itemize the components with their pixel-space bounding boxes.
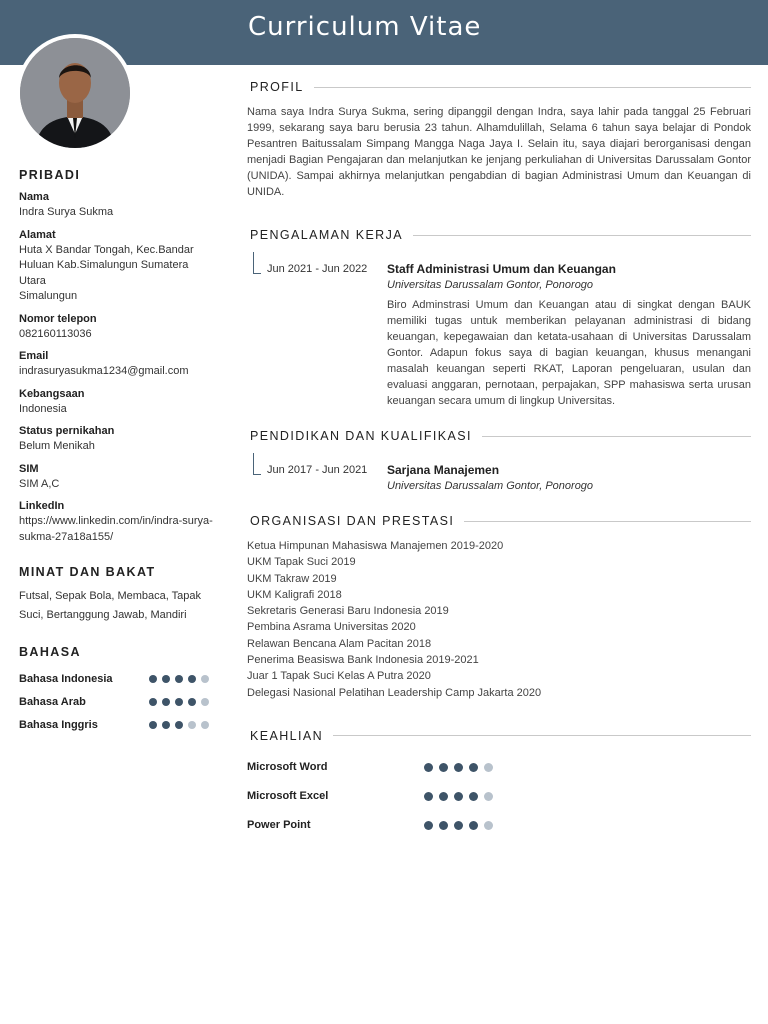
skill-row [247,753,751,782]
personal-section-title: PRIBADI [19,168,81,182]
skill-name: Microsoft Word [247,761,328,774]
dot-filled-icon [424,792,433,801]
skills-section-header [247,729,751,743]
organization-item: Relawan Bencana Alam Pacitan 2018 [247,637,432,650]
personal-field-label: Status pernikahan [19,425,115,437]
personal-field-value: Simalungun [19,290,78,302]
dot-empty-icon [188,721,196,729]
section-divider [314,87,751,88]
personal-field-label: LinkedIn [19,500,65,512]
personal-field-value: Huta X Bandar Tongah, Kec.Bandar Huluan Kab.Simalungun Sumatera Utara [19,243,194,287]
dot-filled-icon [162,675,170,683]
hobbies-section-title: MINAT DAN BAKAT [19,565,156,579]
left-column [19,160,215,736]
experience-entry [247,252,751,409]
personal-field-label: SIM [19,462,39,475]
personal-field [19,349,215,380]
dot-filled-icon [175,698,183,706]
personal-field-value: Belum Menikah [19,440,95,452]
level-dots [149,698,209,706]
experience-section-header [247,228,751,242]
dot-filled-icon [439,792,448,801]
skills-section-title: KEAHLIAN [250,728,324,743]
dot-filled-icon [439,763,448,772]
personal-field-label: Nama [19,191,49,203]
personal-field-label: Nomor telepon [19,312,97,325]
dot-filled-icon [454,821,463,830]
personal-field [19,190,215,221]
personal-field [19,499,215,545]
personal-field-value: 082160113036 [19,327,92,340]
organizations-section-title: ORGANISASI DAN PRESTASI [250,514,455,528]
experience-org: Universitas Darussalam Gontor, Ponorogo [387,279,594,291]
dot-filled-icon [424,763,433,772]
organization-item: UKM Tapak Suci 2019 [247,556,356,569]
dot-filled-icon [162,698,170,706]
dot-filled-icon [162,721,170,729]
level-dots [149,675,209,683]
organizations-section-header [247,514,751,528]
organization-item: Ketua Himpunan Mahasiswa Manajemen 2019-2020 [247,540,504,552]
experience-section-title: PENGALAMAN KERJA [250,228,403,242]
organizations-list [247,538,751,701]
language-name: Bahasa Arab [19,695,86,708]
dot-empty-icon [201,721,209,729]
dot-filled-icon [469,792,478,801]
profile-section-header [247,80,751,94]
hobbies-text: Futsal, Sepak Bola, Membaca, Tapak Suci, Bertanggung Jawab, Mandiri [19,590,202,621]
personal-fields [19,190,215,545]
dot-filled-icon [149,675,157,683]
dot-empty-icon [201,698,209,706]
section-divider [482,436,751,437]
personal-field [19,387,215,418]
education-degree: Sarjana Manajemen [387,463,500,477]
dot-filled-icon [175,675,183,683]
dot-empty-icon [484,763,493,772]
skill-name: Power Point [247,819,311,832]
profile-photo [20,38,130,148]
personal-field-value: https://www.linkedin.com/in/indra-surya-sukma-27a18a155/ [19,515,213,543]
skill-row [247,811,751,840]
languages-list [19,667,215,736]
dot-filled-icon [424,821,433,830]
person-photo-icon [20,38,130,148]
section-divider [413,235,751,236]
organization-item: Penerima Beasiswa Bank Indonesia 2019-2021 [247,654,479,667]
section-divider [464,521,751,522]
personal-field [19,462,215,493]
timeline-bracket [253,252,261,274]
language-row [19,667,215,690]
education-body [387,453,751,494]
dot-filled-icon [188,698,196,706]
experience-date: Jun 2021 - Jun 2022 [267,263,368,275]
dot-filled-icon [149,721,157,729]
organization-item: UKM Takraw 2019 [247,572,337,585]
level-dots [424,763,493,772]
languages-section-title: BAHASA [19,645,81,659]
personal-field-label: Kebangsaan [19,387,85,400]
organization-item: Pembina Asrama Universitas 2020 [247,621,416,634]
organization-item: Sekretaris Generasi Baru Indonesia 2019 [247,605,449,618]
dot-empty-icon [484,792,493,801]
dot-filled-icon [454,763,463,772]
dot-filled-icon [454,792,463,801]
language-row [19,690,215,713]
personal-field-label: Email [19,350,49,362]
experience-body [387,252,751,409]
level-dots [424,821,493,830]
right-column [247,80,751,840]
personal-field [19,424,215,455]
dot-empty-icon [201,675,209,683]
skill-row [247,782,751,811]
organization-item: UKM Kaligrafi 2018 [247,588,342,601]
personal-field-value: SIM A,C [19,477,60,490]
personal-field-value: indrasuryasukma1234@gmail.com [19,365,189,377]
profile-text: Nama saya Indra Surya Sukma, sering dipanggil dengan Indra, saya lahir pada tanggal 25 Februari 1999, sekarang saya baru berusia 23 tahun. Alhamdulillah, Selama 6 tahun saya belajar di Pondok Pesantren Baitussalam Simpang Mangga Naga Jaya I. Selain itu, saya diajari berorganisasi dengan menjadi Bagian Pengajaran dan melanjutkan ke jenjang perkuliahan di Universitas Darussalam Gontor (UNIDA). Sampai akhirnya melanjutkan pengabdian di bagian Administrasi Umum dan Keuangan di UNIDA. [247,106,751,198]
education-date: Jun 2017 - Jun 2021 [267,464,368,476]
dot-filled-icon [188,675,196,683]
language-name: Bahasa Inggris [19,718,98,731]
organization-item: Delegasi Nasional Pelatihan Leadership Camp Jakarta 2020 [247,686,542,699]
education-entry [247,453,751,494]
language-row [19,713,215,736]
organization-item: Juar 1 Tapak Suci Kelas A Putra 2020 [247,670,431,683]
level-dots [149,721,209,729]
personal-field [19,228,215,305]
profile-photo-frame [16,34,134,152]
personal-field-label: Alamat [19,228,56,241]
page-title: Curriculum Vitae [248,12,482,42]
language-name: Bahasa Indonesia [19,672,113,685]
skill-name: Microsoft Excel [247,790,329,803]
personal-field-value: Indra Surya Sukma [19,206,114,218]
dot-filled-icon [175,721,183,729]
dot-filled-icon [469,821,478,830]
experience-desc: Biro Adminstrasi Umum dan Keuangan atau di singkat dengan BAUK memiliki tugas untuk memberikan pelayanan administrasi di bidang keuangan, kepegawaian dan ketata-usahaan di Universitas Darussalam Gontor. Adapun fokus saya di bagian keuangan, khusus menangani masalah keuangan seperti RKAT, Laporan pengeluaran, usulan dan evaluasi anggaran, pernotaan, perpajakan, SPP mahasiswa serta urusan keuangan secara umum di lingkup Universitas. [387,299,751,407]
profile-section-title: PROFIL [250,80,304,94]
personal-field-value: Indonesia [19,402,67,415]
skills-list [247,753,751,840]
personal-field [19,312,215,343]
education-section-title: PENDIDIKAN DAN KUALIFIKASI [250,429,472,443]
education-org: Universitas Darussalam Gontor, Ponorogo [387,480,594,492]
experience-role: Staff Administrasi Umum dan Keuangan [387,262,616,276]
section-divider [333,735,751,736]
timeline-bracket [253,453,261,475]
dot-filled-icon [439,821,448,830]
dot-filled-icon [149,698,157,706]
dot-filled-icon [469,763,478,772]
education-section-header [247,429,751,443]
level-dots [424,792,493,801]
dot-empty-icon [484,821,493,830]
